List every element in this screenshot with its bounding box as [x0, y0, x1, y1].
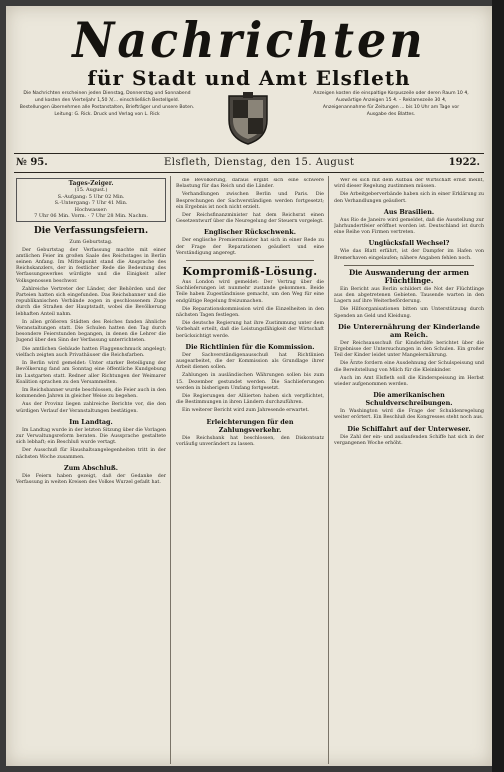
section-heading: Die Schiffahrt auf der Unterweser.	[347, 424, 471, 433]
newspaper-page	[6, 6, 492, 766]
article-paragraph: die Bevölkerung, daraus ergibt sich eine schwere Belastung für das Reich und die Länder.	[176, 178, 324, 190]
issue-year: 1922.	[448, 157, 480, 168]
column-divider	[328, 176, 329, 764]
article-paragraph: Ein Bericht aus Berlin schildert die Not der Flüchtlinge aus den abgetretenen Gebieten. Tausende warten in den Lagern auf ihre Weiterbeförderung.	[334, 286, 484, 305]
section-heading: Englischer Rückschwenk.	[204, 228, 296, 237]
divider	[186, 260, 314, 261]
article-paragraph: Die amtlichen Gebäude hatten Flaggenschmuck angelegt; vielfach zeigten auch Privathäuser die Reichsfarben.	[16, 346, 166, 358]
page-edge	[492, 0, 504, 772]
subscription-notice	[14, 90, 200, 118]
divider	[14, 153, 484, 154]
divider	[344, 265, 474, 266]
header-band	[14, 88, 484, 150]
place-and-date: Elsfleth, Dienstag, den 15. August	[164, 157, 355, 168]
article-headline: Die Unterernährung der Kinderlande am Reich.	[338, 322, 480, 339]
advertising-line: Anzeigenannahme für Zeitungen ... bis 10 Uhr am Tage vor	[322, 105, 460, 110]
article-paragraph: Die Reichsbank hat beschlossen, den Diskontsatz vorläufig unverändert zu lassen.	[176, 435, 324, 447]
almanac-line: S.-Aufgang: 5 Uhr 02 Min.	[57, 193, 125, 200]
advertising-line: Anzeigen kosten die einspaltige Korpuszeile oder deren Raum 10 ₰,	[313, 91, 469, 96]
article-headline: Kompromiß-Lösung.	[182, 265, 318, 279]
article-paragraph: Die Reparationskommission wird die Einzelheiten in den nächsten Tagen festlegen.	[176, 306, 324, 319]
article-paragraph: Der Reichsausschuß für Kinderhilfe berichtet über die Ergebnisse der Untersuchungen in den Schulen. Ein großer Teil der Kinder leidet unter Mangelernährung.	[334, 340, 484, 359]
article-headline: Die Verfassungsfeiern.	[33, 226, 149, 237]
article-paragraph: Im Landtag wurde in der letzten Sitzung über die Vorlagen zur Verwaltungsreform beraten. Die Aussprache gestaltete sich lebhaft; ein Beschluß wurde vertagt.	[16, 427, 166, 446]
section-heading: Unglücksfall Wechsel?	[368, 239, 450, 248]
article-paragraph: Die Regierungen der Alliierten haben sich verpflichtet, die Bestimmungen in ihren Ländern durchzuführen.	[176, 394, 324, 406]
article-subline: Zum Geburtstag.	[69, 239, 113, 246]
issue-number: № 95.	[16, 157, 48, 168]
section-heading: Die amerikanischen Schuldverschreibungen.	[365, 391, 453, 408]
article-paragraph: Ein weiterer Bericht wird zum Jahresende erwartet.	[182, 408, 309, 414]
article-paragraph: In Berlin wird gemeldet: Unter starker Beteiligung der Bevölkerung fand am Sonntag eine öffentliche Kundgebung im Lustgarten statt. Redner aller Richtungen der Weimarer Koalition sprachen zu den Versammelten.	[16, 361, 166, 385]
daily-almanac-box	[16, 178, 166, 222]
almanac-date: (15. August.)	[74, 187, 108, 194]
article-paragraph: Der englische Premierminister hat sich in einer Rede zu der Frage der Reparationen geäußert und eine Verständigung angeregt.	[176, 238, 324, 256]
section-heading: Die Richtlinien für die Kommission.	[185, 342, 315, 351]
coat-of-arms-icon	[225, 90, 271, 146]
subscription-line: und kosten den Vierteljahr 1,50 ℳ... einschließlich Bestellgeld.	[34, 98, 180, 103]
advertising-line: Ausgabe des Blattes.	[366, 112, 416, 117]
almanac-line: S.-Untergang: 7 Uhr 41 Min.	[54, 200, 128, 207]
article-paragraph: Zahlungen in ausländischen Währungen sollen bis zum 15. Dezember gestundet werden. Die Sachlieferungen werden in bisherigem Umfang fortgesetzt.	[176, 373, 324, 391]
article-paragraph: Die deutsche Regierung hat ihre Zustimmung unter dem Vorbehalt erteilt, daß die Leistungsfähigkeit der Wirtschaft berücksichtigt werde.	[176, 321, 324, 339]
almanac-title: Tages-Zeiger.	[68, 180, 114, 187]
article-paragraph: Wer es sich mit dem Aufbau der Wirtschaft ernst meint, wird dieser Regelung zustimmen müssen.	[334, 178, 484, 190]
article-headline: Die Auswanderung der armen Flüchtlinge.	[348, 267, 470, 285]
almanac-line: Hochwasser:	[74, 206, 108, 213]
article-paragraph: Aus der Provinz liegen zahlreiche Berichte vor, die den würdigen Verlauf der Veranstaltungen bestätigen.	[16, 402, 166, 414]
masthead-title: Nachrichten	[72, 11, 426, 69]
article-paragraph: Die Hilfsorganisationen bitten um Unterstützung durch Spenden an Geld und Kleidung.	[334, 307, 484, 319]
advertising-line: Auswärtige Anzeigen 15 ₰. – Reklamezeile 30 ₰,	[335, 98, 447, 103]
article-paragraph: Der Ausschuß für Haushaltsangelegenheiten tritt in der nächsten Woche zusammen.	[16, 448, 166, 460]
subscription-line: Leitung: G. Rick. Druck und Verlag von L. Rick	[54, 112, 160, 117]
article-paragraph: Die Ärzte fordern eine Ausdehnung der Schulspeisung und die Bereitstellung von Milch für die Kleinkinder.	[334, 361, 484, 373]
article-paragraph: Die Zahl der ein- und auslaufenden Schiffe hat sich in der vergangenen Woche erhöht.	[334, 434, 484, 446]
article-paragraph: Die Feiern haben gezeigt, daß der Gedanke der Verfassung in weiten Kreisen des Volkes Wurzel gefaßt hat.	[16, 473, 166, 485]
article-paragraph: In allen größeren Städten des Reiches fanden ähnliche Veranstaltungen statt. Die Schulen hatten den Tag durch besondere Feierstunden begangen, in denen die Lehrer die Jugend über den Sinn der Verfassung unterrichteten.	[16, 319, 166, 344]
article-paragraph: Auch im Amt Elsfleth soll die Kinderspeisung im Herbst wieder aufgenommen werden.	[334, 375, 484, 388]
subscription-line: Die Nachrichten erscheinen jeden Dienstag, Donnerstag und Sonnabend	[23, 91, 191, 96]
advertising-notice	[298, 90, 484, 118]
section-heading: Im Landtag.	[69, 417, 113, 426]
almanac-line: 7 Uhr 06 Min. Vorm. · 7 Uhr 28 Min. Nachm.	[34, 213, 148, 220]
column-divider	[170, 176, 171, 764]
subscription-line: Bestellungen übernehmen alle Postanstalten, Briefträger und unsere Boten.	[19, 105, 195, 110]
masthead-subtitle: für Stadt und Amt Elsfleth	[87, 66, 411, 90]
article-paragraph: Der Geburtstag der Verfassung machte mit einer amtlichen Feier im großen Saale des Reichstages in Berlin seinen Anfang. Im Mittelpunkt stand die Ansprache des Reichskanzlers, der in festlicher Rede die Bedeutung des Verfassungswerkes würdigte und die Einigkeit aller Volksgenossen beschwor.	[16, 247, 166, 284]
article-paragraph: Der Sachverständigenausschuß hat Richtlinien ausgearbeitet, die der Kommission als Grundlage ihrer Arbeit dienen sollen.	[176, 352, 324, 371]
article-paragraph: Der Reichsfinanzminister hat dem Reichsrat einen Gesetzentwurf über die Neuregelung der Steuern vorgelegt.	[176, 213, 324, 225]
column-2	[176, 178, 324, 763]
article-paragraph: Wie das Blatt erfährt, ist der Dampfer im Hafen von Bremerhaven eingelaufen; nähere Angaben fehlen noch.	[334, 249, 484, 261]
article-paragraph: Im Reichsbanner wurde beschlossen, die Feier auch in den kommenden Jahren in gleicher Weise zu begehen.	[16, 387, 166, 400]
section-heading: Erleichterungen für den Zahlungsverkehr.	[206, 417, 294, 434]
column-1	[16, 178, 166, 763]
article-paragraph: Die Arbeitgeberverbände haben sich in einer Erklärung zu den Verhandlungen geäußert.	[334, 192, 484, 204]
article-paragraph: Zahlreiche Vertreter der Länder, der Behörden und der Parteien hatten sich eingefunden. Das Reichsbanner und die republikanischen Verbände zogen in geschlossenem Zuge durch die Straßen der Hauptstadt, wobei die Bevölkerung lebhaften Anteil nahm.	[16, 286, 166, 317]
column-3	[334, 178, 484, 763]
section-heading: Aus Brasilien.	[383, 207, 435, 216]
masthead	[14, 11, 484, 90]
divider	[14, 172, 484, 173]
article-paragraph: In Washington wird die Frage der Schuldenregelung weiter erörtert. Ein Beschluß des Kongresses steht noch aus.	[334, 409, 484, 421]
section-heading: Zum Abschluß.	[63, 463, 118, 472]
article-paragraph: Aus Rio de Janeiro wird gemeldet, daß die Ausstellung zur Jahrhundertfeier eröffnet worden ist. Deutschland ist durch eine Reihe von Firmen vertreten.	[334, 217, 484, 236]
dateline	[14, 157, 484, 171]
article-paragraph: Aus London wird gemeldet: Der Vertrag über die Sachlieferungen ist nunmehr zustande gekommen. Beide Teile haben Zugeständnisse gemacht, um den Weg für eine endgültige Regelung freizumachen.	[176, 280, 324, 304]
article-paragraph: Verhandlungen zwischen Berlin und Paris. Die Besprechungen der Sachverständigen werden fortgesetzt; ein Ergebnis ist noch nicht erzielt.	[176, 192, 324, 210]
